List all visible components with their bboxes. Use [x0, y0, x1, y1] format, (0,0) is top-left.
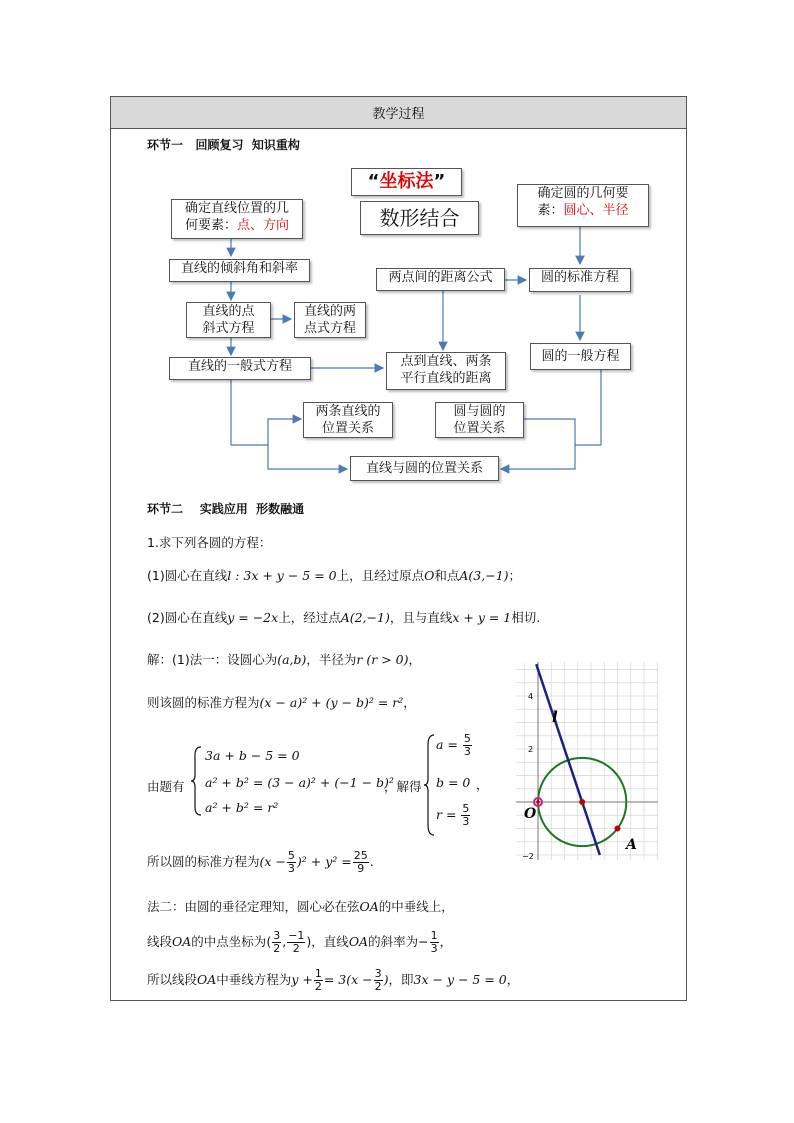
s6-mid3: 的斜率为 — [368, 934, 419, 949]
coord-method-box — [351, 168, 462, 196]
coord-method-close-quote: ” — [433, 171, 446, 192]
s7-oa: OA — [197, 972, 217, 987]
two-lines-relation-box — [303, 402, 393, 438]
s1-end: ， — [408, 652, 421, 667]
problem-part-2 — [147, 608, 540, 626]
p1-point-a: A(3,−1) — [459, 568, 509, 583]
coord-method-open-quote: “ — [367, 171, 380, 192]
two-lines-line2: 位置关系 — [321, 421, 374, 436]
p1-line-equation: l : 3x + y − 5 = 0 — [227, 568, 337, 583]
question-1: 1.求下列各圆的方程： — [147, 535, 272, 550]
s6-end: ， — [439, 934, 453, 949]
p2-tangent-equation: x + y = 1 — [452, 610, 512, 625]
s1-center: (a,b) — [277, 652, 307, 667]
s4-frac-rhs — [353, 850, 369, 875]
s6-mid2: ，直线 — [311, 934, 349, 949]
line-elements-prefix: 何要素： — [184, 218, 237, 233]
s7-y: y + — [291, 972, 313, 987]
frac-num: 3 — [273, 929, 281, 942]
p2-end: 相切. — [511, 610, 541, 625]
s6-frac-y — [287, 930, 305, 955]
circle-elements-prefix: 素： — [537, 203, 564, 218]
shape-number-box: 数形结合 — [360, 201, 479, 235]
frac-num: 5 — [287, 849, 295, 862]
frac-num: 25 — [353, 849, 368, 862]
s2-end: ， — [403, 695, 416, 710]
p2-prefix: (2)圆心在直线 — [147, 610, 228, 625]
s7-eq2: 3x − y − 5 = 0 — [413, 972, 507, 987]
line-elements-line2 — [172, 217, 302, 234]
circle-elements-line1: 确定圆的几何要 — [537, 186, 629, 201]
frac-num: −1 — [288, 929, 305, 942]
two-lines-line1: 两条直线的 — [315, 404, 381, 419]
p1-prefix: (1)圆心在直线 — [147, 568, 228, 583]
s4-rest: )² + y² = — [296, 854, 352, 869]
solution-brace — [424, 733, 436, 837]
frac-den: 3 — [463, 745, 471, 758]
s6-prefix: 线段 — [147, 934, 173, 949]
frac-num: 5 — [462, 802, 470, 815]
p1-origin: O — [424, 568, 435, 583]
line-elements-box — [171, 199, 303, 239]
s6-mid: 的中点坐标为 — [191, 934, 267, 949]
circle-elements-box — [517, 184, 649, 227]
frac-den: 2 — [374, 980, 382, 993]
frac-num: 5 — [463, 732, 471, 745]
s7-eq: = 3(x − — [323, 972, 373, 987]
system-eq-2: a² + b² = (3 − a)² + (−1 − b)² — [205, 775, 394, 790]
distance-formula-box: 两点间的距离公式 — [376, 268, 505, 291]
system-eq-3: a² + b² = r² — [205, 800, 279, 815]
frac-den: 2 — [292, 942, 300, 955]
s5-end: 的中垂线上， — [378, 899, 454, 914]
p2-mid: 上，经过点 — [278, 610, 341, 625]
s2-prefix: 则该圆的标准方程为 — [147, 695, 260, 710]
solution-line-6: 线段OA的中点坐标为( $\frac{3}{2}$ , $\frac{-1}{2}$ )，直线OA的斜率为− $\frac{1}{3}$ ， — [147, 929, 453, 955]
s4-x: (x − — [259, 854, 286, 869]
s2-standard-equation: (x − a)² + (y − b)² = r² — [259, 695, 404, 710]
section2-title: 环节二 实践应用 形数融通 — [147, 502, 305, 516]
s6-frac-x — [272, 930, 281, 955]
label-l: l — [552, 708, 558, 726]
circle-general-box: 圆的一般方程 — [530, 343, 631, 370]
origin-point — [536, 800, 540, 804]
center-point — [579, 799, 585, 805]
s4-end: . — [369, 854, 374, 869]
s1-prefix: 解：(1)法一：设圆心为 — [147, 652, 278, 667]
point-slope-line2: 斜式方程 — [202, 321, 255, 336]
two-point-line1: 直线的两 — [303, 304, 356, 319]
frac-num: 1 — [430, 929, 438, 942]
solution-line-7 — [147, 968, 519, 993]
frac-den: 3 — [462, 815, 470, 828]
circle-circle-line2: 位置关系 — [453, 421, 506, 436]
point-line-line2: 平行直线的距离 — [400, 371, 492, 386]
s4-frac — [287, 850, 296, 875]
solution-a — [436, 733, 473, 758]
frac-num: 3 — [374, 967, 382, 980]
s7-mid2: ，即 — [388, 972, 414, 987]
s6-close: ) — [306, 934, 312, 949]
p1-mid: 上，且经过原点 — [336, 568, 425, 583]
s6-open: ( — [266, 934, 272, 949]
section1-title: 环节一 回顾复习 知识重构 — [147, 138, 300, 152]
s7-frac-3-2 — [374, 968, 383, 993]
p2-line-equation: y = −2x — [227, 610, 279, 625]
circle-graph — [516, 662, 658, 860]
p1-end: ； — [508, 568, 522, 583]
sol-r-frac — [461, 803, 470, 828]
frac-den: 9 — [357, 862, 365, 875]
system-solve-word: ，解得 — [384, 779, 422, 794]
s6-oa2: OA — [348, 934, 369, 949]
frac-den: 3 — [287, 862, 295, 875]
sol-a-label: a = — [436, 737, 458, 752]
solution-line-1 — [147, 650, 421, 668]
frac-den: 2 — [314, 980, 322, 993]
system-eq-1: 3a + b − 5 = 0 — [205, 748, 300, 763]
point-line-line1: 点到直线、两条 — [400, 354, 492, 369]
s1-mid: ，半径为 — [306, 652, 357, 667]
coord-method-label: 坐标法 — [379, 171, 434, 192]
table-header: 教学过程 — [111, 97, 686, 129]
solution-line-4 — [147, 850, 374, 875]
label-o: O — [524, 806, 537, 822]
system-prefix: 由题有 — [147, 779, 185, 794]
line-elements-line1: 确定直线位置的几 — [184, 201, 289, 216]
s7-prefix: 所以线段 — [147, 972, 198, 987]
s5-text: 法二：由圆的垂径定理知，圆心必在弦 — [147, 899, 360, 914]
frac-den: 2 — [273, 942, 281, 955]
s1-radius: r (r > 0) — [356, 652, 409, 667]
solution-line-5 — [147, 897, 454, 915]
solution-b: b = 0 — [436, 775, 471, 790]
graph-grid — [516, 662, 658, 860]
solution-comma: ， — [476, 777, 489, 792]
tick-minus-2: −2 — [522, 852, 534, 860]
s7-end: ， — [506, 972, 520, 987]
tick-4: 4 — [528, 692, 534, 701]
incline-slope-box: 直线的倾斜角和斜率 — [169, 259, 310, 282]
two-point-line2: 点式方程 — [303, 321, 356, 336]
circle-elements-keywords: 圆心、半径 — [563, 203, 629, 218]
p2-mid2: ，且与直线 — [389, 610, 453, 625]
p2-point-a: A(2,−1) — [340, 610, 390, 625]
circle-std-box: 圆的标准方程 — [529, 268, 631, 292]
point-line-distance-box — [386, 352, 506, 390]
circle-circle-relation-box — [435, 402, 524, 438]
solution-line-2 — [147, 693, 416, 711]
line-circle-relation-box: 直线与圆的位置关系 — [350, 456, 499, 481]
circle-circle-line1: 圆与圆的 — [453, 404, 506, 419]
solution-r — [436, 803, 471, 828]
two-point-box — [294, 302, 366, 338]
general-line-box: 直线的一般式方程 — [169, 357, 311, 380]
s7-close: ) — [383, 972, 389, 987]
s5-oa: OA — [359, 899, 379, 914]
frac-den: 3 — [430, 942, 438, 955]
line-elements-keywords: 点、方向 — [237, 218, 290, 233]
frac-num: 1 — [314, 967, 322, 980]
s4-prefix: 所以圆的标准方程为 — [147, 854, 260, 869]
tick-2: 2 — [528, 745, 534, 754]
sol-a-frac — [463, 733, 472, 758]
flowchart-arrows — [0, 0, 794, 500]
label-a: A — [626, 837, 637, 853]
point-slope-line1: 直线的点 — [202, 304, 255, 319]
sol-r-label: r = — [436, 807, 457, 822]
s7-frac-half — [314, 968, 323, 993]
point-a — [615, 826, 621, 832]
system-brace — [191, 745, 203, 817]
problem-part-1 — [147, 566, 521, 584]
s6-oa: OA — [172, 934, 192, 949]
point-slope-box — [186, 302, 271, 338]
s6-frac-slope — [430, 930, 439, 955]
s7-mid: 中垂线方程为 — [216, 972, 292, 987]
circle-elements-line2 — [518, 202, 648, 219]
p1-and: 和点 — [434, 568, 460, 583]
